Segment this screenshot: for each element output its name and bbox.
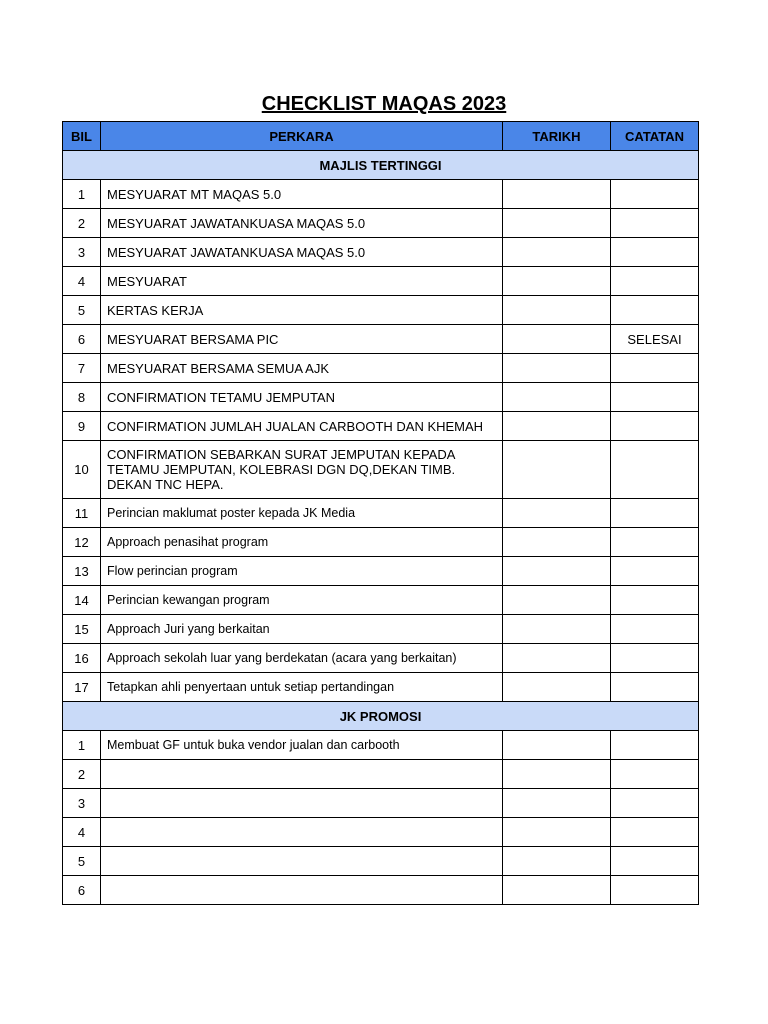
row-note — [611, 876, 699, 905]
row-number: 7 — [63, 354, 101, 383]
row-date — [503, 847, 611, 876]
table-row — [63, 238, 699, 267]
row-number: 10 — [63, 441, 101, 499]
row-note — [611, 586, 699, 615]
row-note — [611, 441, 699, 499]
row-note — [611, 760, 699, 789]
row-note — [611, 238, 699, 267]
row-note — [611, 296, 699, 325]
row-note — [611, 354, 699, 383]
row-number: 2 — [63, 209, 101, 238]
row-date — [503, 441, 611, 499]
row-date — [503, 760, 611, 789]
row-date — [503, 557, 611, 586]
table-row — [63, 441, 699, 499]
row-item-text: MESYUARAT MT MAQAS 5.0 — [101, 180, 503, 209]
table-row — [63, 731, 699, 760]
section-row — [63, 151, 699, 180]
row-note — [611, 847, 699, 876]
row-number: 12 — [63, 528, 101, 557]
row-date — [503, 673, 611, 702]
table-row — [63, 615, 699, 644]
row-number: 6 — [63, 325, 101, 354]
row-item-text: MESYUARAT JAWATANKUASA MAQAS 5.0 — [101, 238, 503, 267]
row-note — [611, 644, 699, 673]
row-date — [503, 528, 611, 557]
table-row — [63, 876, 699, 905]
row-item-text: Tetapkan ahli penyertaan untuk setiap pertandingan — [101, 673, 503, 702]
row-number: 11 — [63, 499, 101, 528]
row-number: 15 — [63, 615, 101, 644]
row-date — [503, 615, 611, 644]
table-row — [63, 180, 699, 209]
row-number: 1 — [63, 180, 101, 209]
row-number: 16 — [63, 644, 101, 673]
table-row — [63, 267, 699, 296]
row-note — [611, 267, 699, 296]
row-date — [503, 267, 611, 296]
table-row — [63, 760, 699, 789]
row-number: 14 — [63, 586, 101, 615]
row-date — [503, 180, 611, 209]
row-item-text: CONFIRMATION JUMLAH JUALAN CARBOOTH DAN KHEMAH — [101, 412, 503, 441]
row-number: 9 — [63, 412, 101, 441]
row-note — [611, 615, 699, 644]
row-item-text: MESYUARAT JAWATANKUASA MAQAS 5.0 — [101, 209, 503, 238]
row-date — [503, 499, 611, 528]
row-note — [611, 673, 699, 702]
row-note — [611, 412, 699, 441]
row-item-text — [101, 876, 503, 905]
row-item-text — [101, 760, 503, 789]
row-number: 6 — [63, 876, 101, 905]
checklist-table — [62, 121, 699, 905]
row-date — [503, 209, 611, 238]
table-body — [63, 151, 699, 905]
row-item-text: Approach Juri yang berkaitan — [101, 615, 503, 644]
row-number: 5 — [63, 296, 101, 325]
row-number: 17 — [63, 673, 101, 702]
row-date — [503, 644, 611, 673]
row-date — [503, 789, 611, 818]
row-number: 4 — [63, 818, 101, 847]
table-row — [63, 644, 699, 673]
table-row — [63, 354, 699, 383]
row-item-text: MESYUARAT BERSAMA PIC — [101, 325, 503, 354]
row-note — [611, 557, 699, 586]
row-item-text: CONFIRMATION TETAMU JEMPUTAN — [101, 383, 503, 412]
table-row — [63, 209, 699, 238]
row-number: 4 — [63, 267, 101, 296]
row-item-text: Approach sekolah luar yang berdekatan (acara yang berkaitan) — [101, 644, 503, 673]
row-date — [503, 325, 611, 354]
row-item-text: Approach penasihat program — [101, 528, 503, 557]
row-note — [611, 731, 699, 760]
row-number: 13 — [63, 557, 101, 586]
row-note — [611, 209, 699, 238]
page-title: CHECKLIST MAQAS 2023 — [261, 93, 507, 115]
col-header-tarikh: TARIKH — [503, 122, 611, 151]
row-number: 1 — [63, 731, 101, 760]
row-number: 5 — [63, 847, 101, 876]
row-item-text: CONFIRMATION SEBARKAN SURAT JEMPUTAN KEPADA TETAMU JEMPUTAN, KOLEBRASI DGN DQ,DEKAN TIMB. DEKAN TNC HEPA. — [101, 441, 503, 499]
col-header-perkara: PERKARA — [101, 122, 503, 151]
row-date — [503, 383, 611, 412]
row-date — [503, 876, 611, 905]
row-item-text — [101, 818, 503, 847]
row-date — [503, 731, 611, 760]
table-row — [63, 499, 699, 528]
col-header-catatan: CATATAN — [611, 122, 699, 151]
table-row — [63, 383, 699, 412]
row-note — [611, 383, 699, 412]
table-row — [63, 325, 699, 354]
row-item-text: Membuat GF untuk buka vendor jualan dan carbooth — [101, 731, 503, 760]
table-row — [63, 789, 699, 818]
section-row — [63, 702, 699, 731]
table-row — [63, 847, 699, 876]
row-item-text: Flow perincian program — [101, 557, 503, 586]
row-item-text: MESYUARAT BERSAMA SEMUA AJK — [101, 354, 503, 383]
section-title: MAJLIS TERTINGGI — [63, 151, 699, 180]
row-date — [503, 354, 611, 383]
row-date — [503, 412, 611, 441]
row-item-text — [101, 789, 503, 818]
header-row — [63, 122, 699, 151]
table-row — [63, 673, 699, 702]
row-item-text — [101, 847, 503, 876]
row-item-text: Perincian maklumat poster kepada JK Media — [101, 499, 503, 528]
row-note — [611, 789, 699, 818]
row-number: 3 — [63, 789, 101, 818]
row-item-text: MESYUARAT — [101, 267, 503, 296]
row-note — [611, 499, 699, 528]
row-note — [611, 818, 699, 847]
row-note: SELESAI — [611, 325, 699, 354]
col-header-bil: BIL — [63, 122, 101, 151]
row-note — [611, 180, 699, 209]
table-row — [63, 818, 699, 847]
section-title: JK PROMOSI — [63, 702, 699, 731]
table-row — [63, 557, 699, 586]
row-date — [503, 818, 611, 847]
row-item-text: KERTAS KERJA — [101, 296, 503, 325]
table-row — [63, 528, 699, 557]
table-row — [63, 586, 699, 615]
row-date — [503, 238, 611, 267]
row-item-text: Perincian kewangan program — [101, 586, 503, 615]
table-row — [63, 412, 699, 441]
table-row — [63, 296, 699, 325]
row-number: 8 — [63, 383, 101, 412]
row-date — [503, 296, 611, 325]
row-note — [611, 528, 699, 557]
row-number: 2 — [63, 760, 101, 789]
row-number: 3 — [63, 238, 101, 267]
row-date — [503, 586, 611, 615]
